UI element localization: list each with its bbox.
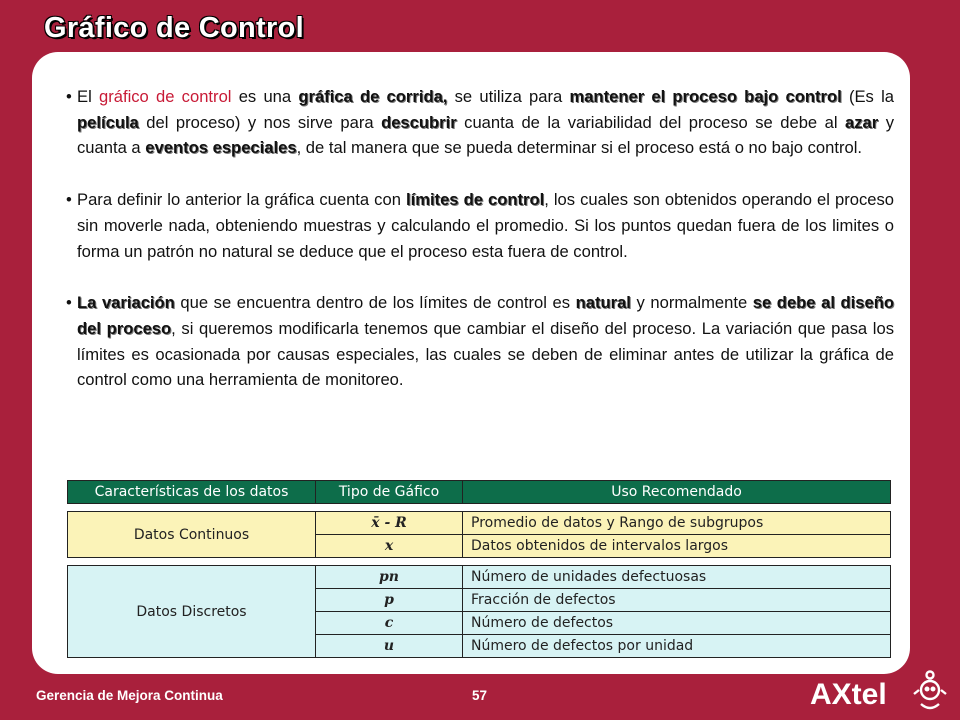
bullet-list [66, 84, 894, 393]
bullet-paragraph [66, 84, 894, 161]
continuous-label: Datos Continuos [68, 512, 316, 558]
bullet-marker: • [66, 87, 72, 106]
chart-type-cell: x̄ - R [316, 512, 463, 535]
bullet-text-segment: azar [845, 112, 879, 132]
bullet-text-segment: cuanta de la variabilidad del proceso se debe al [456, 112, 846, 132]
table-header [67, 480, 891, 504]
chart-type-cell: c [316, 612, 463, 635]
chart-type-cell: pn [316, 566, 463, 589]
bullet-paragraph [66, 290, 894, 393]
use-cell: Fracción de defectos [463, 589, 891, 612]
bullet-text-segment: descubrir [381, 112, 457, 132]
bullet-text-segment: y cuanta a [77, 112, 894, 158]
chart-type-cell: u [316, 635, 463, 658]
bullet-marker: • [66, 293, 72, 313]
bullet-text-segment: (Es la [841, 87, 894, 106]
header-data-characteristics: Características de los datos [68, 481, 316, 504]
header-recommended-use: Uso Recomendado [463, 481, 891, 504]
bullet-text-segment: mantener el proceso bajo control [569, 87, 842, 106]
bullet-text-segment: , de tal manera que se pueda determinar si el proceso está o no bajo control. [296, 138, 863, 158]
bullet-text-segment: se utiliza para [447, 87, 570, 106]
logo-text: AXtel [810, 678, 887, 711]
footer-text: Gerencia de Mejora Continua [36, 688, 223, 703]
page-number: 57 [472, 688, 488, 703]
bullet-text-segment: La variación [77, 293, 175, 313]
bullet-text-segment: es una [231, 87, 299, 106]
bullet-text-segment: eventos especiales [145, 138, 297, 158]
bullet-text-segment: límites de control [405, 190, 545, 210]
discrete-data-table [67, 565, 891, 658]
bullet-text-segment: , si queremos modificarla tenemos que cambiar el diseño del proceso. La variación que pasa los límites es ocasionada por causas especiales, las cuales se deben de eliminar antes de utilizar la gráfica de control como una herramienta de monitoreo. [77, 318, 895, 390]
header-chart-type: Tipo de Gáfico [316, 481, 463, 504]
use-cell: Número de defectos [463, 612, 891, 635]
bullet-text-segment: del proceso) y nos sirve para [138, 112, 382, 132]
chart-type-cell: x [316, 535, 463, 558]
bullet-paragraph [66, 187, 894, 264]
bullet-text-segment: Para definir lo anterior la gráfica cuenta con [77, 190, 406, 210]
use-cell: Datos obtenidos de intervalos largos [463, 535, 891, 558]
use-cell: Promedio de datos y Rango de subgrupos [463, 512, 891, 535]
bullet-text-segment: se debe al diseño del proceso [77, 293, 895, 338]
slide-title: Gráfico de Control [44, 12, 304, 44]
bullet-text-segment: , los cuales son obtenidos operando el proceso sin moverle nada, obteniendo muestras y calculando el promedio. Si los puntos quedan fuera de los limites o forma un patrón no natural se deduce que el proceso esta fuera de control. [77, 190, 894, 261]
bullet-text-segment: gráfico de control [98, 87, 232, 106]
logo-mascot-icon [914, 672, 946, 709]
use-cell: Número de unidades defectuosas [463, 566, 891, 589]
table-row [68, 566, 891, 589]
discrete-label: Datos Discretos [68, 566, 316, 658]
bullet-text-segment: natural [575, 293, 631, 313]
axtel-logo [808, 668, 948, 714]
use-cell: Número de defectos por unidad [463, 635, 891, 658]
chart-type-cell: p [316, 589, 463, 612]
bullet-text-segment: El [77, 87, 99, 106]
bullet-text-segment: que se encuentra dentro de los límites de control es [174, 293, 576, 313]
table-row [68, 512, 891, 535]
bullet-text-segment: y normalmente [630, 293, 753, 313]
bullet-marker: • [66, 190, 72, 210]
bullet-text-segment: película [77, 112, 139, 132]
continuous-data-table [67, 511, 891, 558]
bullet-text-segment: gráfica de corrida, [298, 87, 448, 106]
